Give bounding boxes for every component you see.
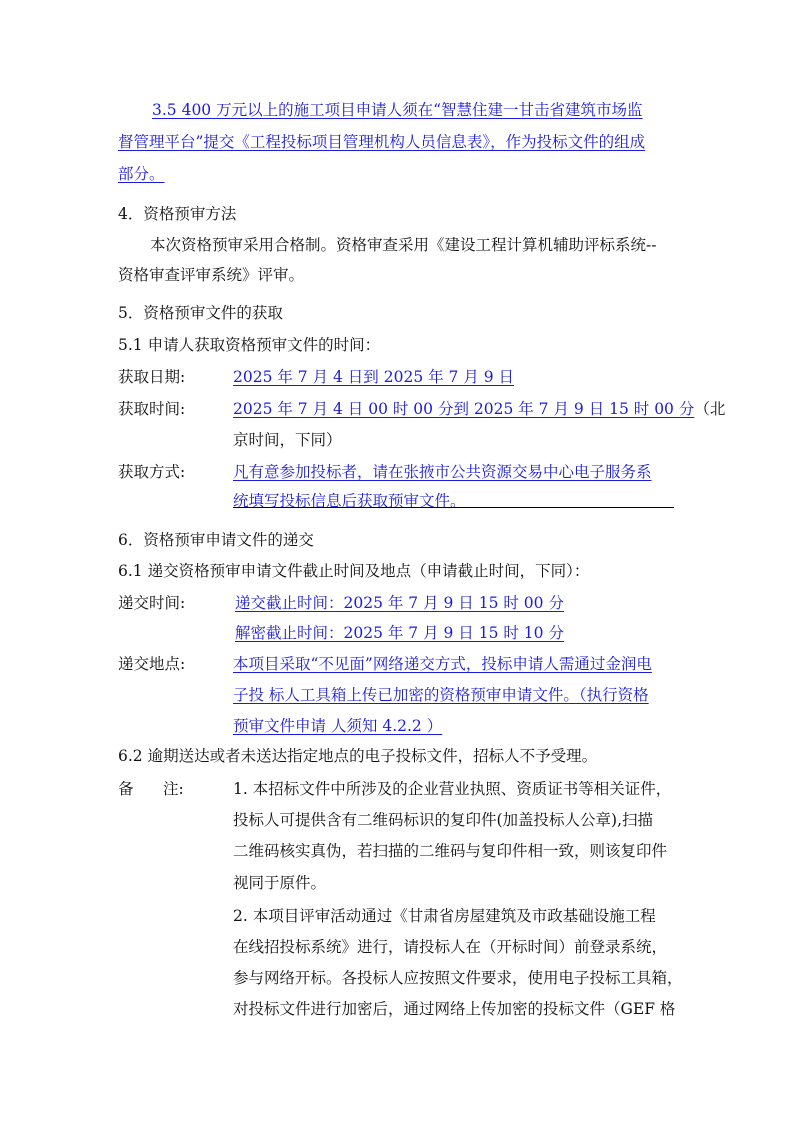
- section-6-1-heading: 6.1 递交资格预审申请文件截止时间及地点（申请截止时间，下同）：: [118, 562, 590, 580]
- section-4-paragraph-line-1: 本次资格预审采用合格制。资格审查采用《建设工程计算机辅助评标系统--: [150, 236, 657, 254]
- note-2-line-4: 对投标文件进行加密后，通过网络上传加密的投标文件（GEF 格: [233, 1000, 676, 1018]
- intro-line-3: 部分。: [118, 165, 165, 183]
- submit-deadline: 递交截止时间：2025 年 7 月 9 日 15 时 00 分: [235, 594, 564, 612]
- note-1-line-2: 投标人可提供含有二维码标识的复印件(加盖投标人公章),扫描: [233, 811, 654, 829]
- fill-in-blank-rule: [233, 507, 674, 508]
- note-2-line-1: 2. 本项目评审活动通过《甘肃省房屋建筑及市政基础设施工程: [233, 907, 656, 925]
- submit-place-line-1: 本项目采取“不见面”网络递交方式，投标申请人需通过金润电: [233, 655, 652, 673]
- section-4-heading: 4．资格预审方法: [118, 205, 237, 223]
- note-1-line-3: 二维码核实真伪，若扫描的二维码与复印件相一致，则该复印件: [233, 842, 668, 860]
- submit-place-line-3: 预审文件申请 人须知 4.2.2 ）: [233, 717, 443, 735]
- acquire-method-line-2: 统填写投标信息后获取预审文件。: [233, 492, 466, 510]
- submit-place-line-2: 子投 标人工具箱上传已加密的资格预审申请文件。（执行资格: [233, 686, 649, 704]
- section-6-2-text: 6.2 逾期送达或者未送达指定地点的电子投标文件，招标人不予受理。: [118, 747, 598, 765]
- submit-place-label: 递交地点:: [118, 655, 186, 673]
- note-1-line-1: 1. 本招标文件中所涉及的企业营业执照、资质证书等相关证件，: [233, 780, 672, 798]
- intro-line-1: 3.5 400 万元以上的施工项目申请人须在“智慧住建一甘击省建筑市场监: [152, 101, 643, 119]
- decrypt-deadline: 解密截止时间：2025 年 7 月 9 日 15 时 10 分: [235, 624, 564, 642]
- acquire-time-row: [233, 399, 725, 419]
- notes-label: 备 注:: [118, 780, 184, 798]
- note-1-line-4: 视同于原件。: [233, 874, 327, 892]
- acquire-method-label: 获取方式:: [118, 463, 186, 481]
- note-2-line-2: 在线招投标系统》进行，请投标人在（开标时间）前登录系统，: [233, 938, 668, 956]
- section-5-heading: 5．资格预审文件的获取: [118, 304, 283, 322]
- intro-line-2: 督管理平台”提交《工程投标项目管理机构人员信息表》，作为投标文件的组成: [118, 133, 646, 151]
- acquire-method-line-1: 凡有意参加投标者，请在张掖市公共资源交易中心电子服务系: [233, 463, 652, 481]
- section-6-heading: 6．资格预审申请文件的递交: [118, 531, 314, 549]
- acquire-date-value: 2025 年 7 月 4 日到 2025 年 7 月 9 日: [233, 368, 515, 386]
- section-5-1-heading: 5.1 申请人获取资格预审文件的时间：: [118, 336, 381, 354]
- acquire-time-value: 2025 年 7 月 4 日 00 时 00 分到 2025 年 7 月 9 日 15 时 00 分: [233, 400, 695, 418]
- acquire-time-line-2: 京时间，下同）: [233, 431, 342, 449]
- note-2-line-3: 参与网络开标。各投标人应按照文件要求，使用电子投标工具箱，: [233, 969, 683, 987]
- section-4-paragraph-line-2: 资格审查评审系统》评审。: [118, 266, 305, 284]
- submit-time-label: 递交时间:: [118, 594, 186, 612]
- acquire-date-label: 获取日期:: [118, 368, 186, 386]
- acquire-time-suffix: （北: [694, 400, 726, 418]
- acquire-time-label: 获取时间:: [118, 400, 186, 418]
